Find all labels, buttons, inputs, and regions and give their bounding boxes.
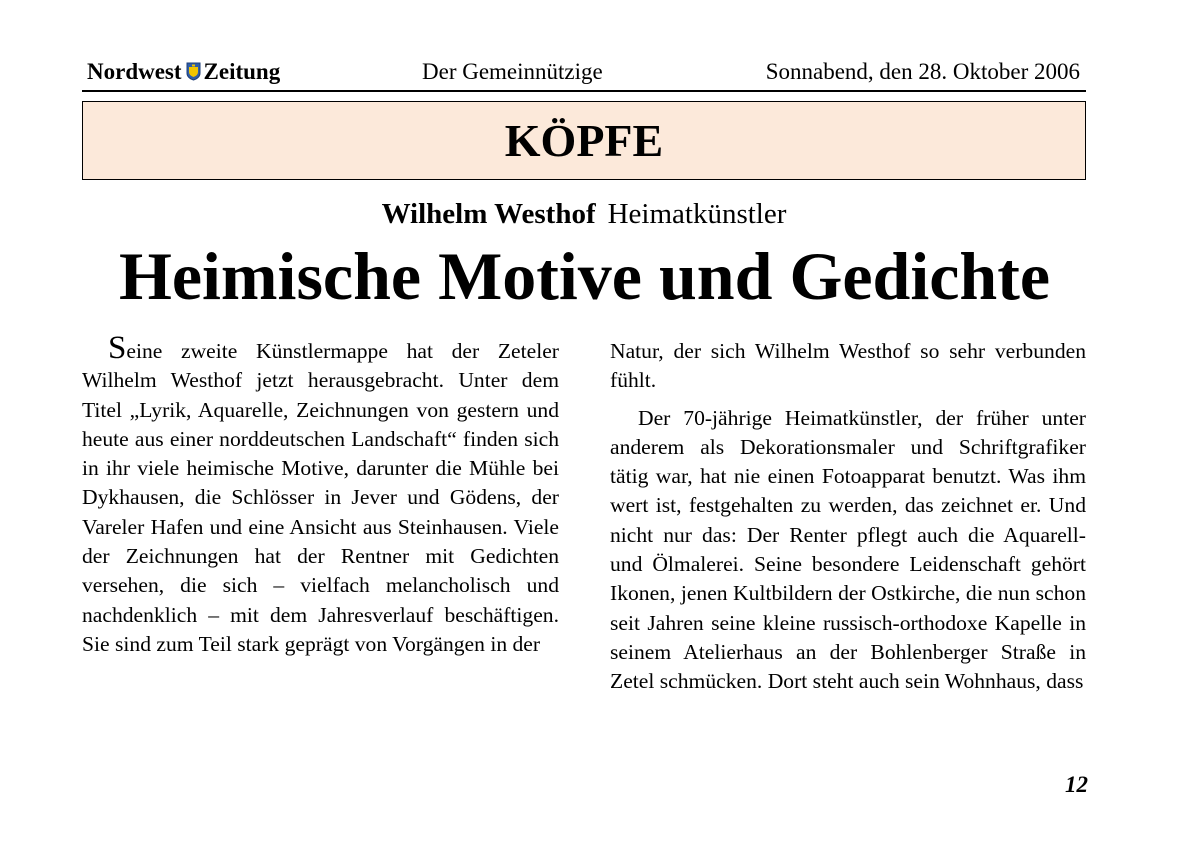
section-heading: KÖPFE xyxy=(82,101,1086,180)
newspaper-logo xyxy=(87,56,280,90)
page-number: 12 xyxy=(1065,772,1088,797)
coat-of-arms-icon xyxy=(186,58,201,90)
newspaper-name-part2: Zeitung xyxy=(203,59,281,84)
article-headline: Heimische Motive und Gedichte xyxy=(118,238,1051,314)
newspaper-name-part1: Nordwest xyxy=(87,59,182,84)
supplement-title: Der Gemeinnützige xyxy=(422,59,603,84)
masthead-rule xyxy=(82,90,1086,92)
article-paragraph-2: Der 70-jährige Heimatkünstler, der früher unter anderem als Dekorationsmaler und Schriftgrafiker tätig war, hat nie einen Fotoapparat benutzt. Was ihm wert ist, festgehalten zu werden, das zeichnet er. Und nicht nur das: Der Renter pflegt auch die Aquarell- und Ölmalerei. Seine besondere Leidenschaft gehört Ikonen, jenen Kultbildern der Ostkirche, die nun schon seit Jahren seine kleine russisch-orthodoxe Kapelle in seinem Atelierhaus an der Bohlenberger Straße in Zetel schmücken. Dort steht auch sein Wohnhaus, dass xyxy=(610,405,1086,694)
masthead xyxy=(82,56,1086,88)
paragraph-1-text: eine zweite Künstlermappe hat der Zeteler Wilhelm Westhof jetzt herausgebracht. Unter dem Titel „Lyrik, Aquarelle, Zeichnungen von gestern und heute aus einer norddeutschen Landschaft“ finden sich in ihr viele heimische Motive, darunter die Mühle bei Dykhausen, die Schlösser in Jever und Gödens, der Vareler Hafen und eine Ansicht aus Steinhausen. Viele der Zeichnungen hat der Rentner mit Gedichten versehen, die sich – vielfach melancholisch und nachdenklich – mit dem Jahresverlauf beschäftigen. Sie sind zum Teil stark geprägt von Vorgängen in der xyxy=(82,339,559,656)
person-name: Wilhelm Westhof xyxy=(381,198,596,230)
person-role: Heimatkünstler xyxy=(607,198,787,230)
article-column-left xyxy=(82,330,559,659)
issue-date: Sonnabend, den 28. Oktober 2006 xyxy=(765,59,1080,84)
article-column-right xyxy=(610,337,1086,697)
article-paragraph-1 xyxy=(82,330,559,659)
article-kicker xyxy=(82,194,1086,234)
lead-initial: S xyxy=(108,330,127,366)
article-paragraph-1-continued: Natur, der sich Wilhelm Westhof so sehr verbunden fühlt. xyxy=(610,339,1086,393)
